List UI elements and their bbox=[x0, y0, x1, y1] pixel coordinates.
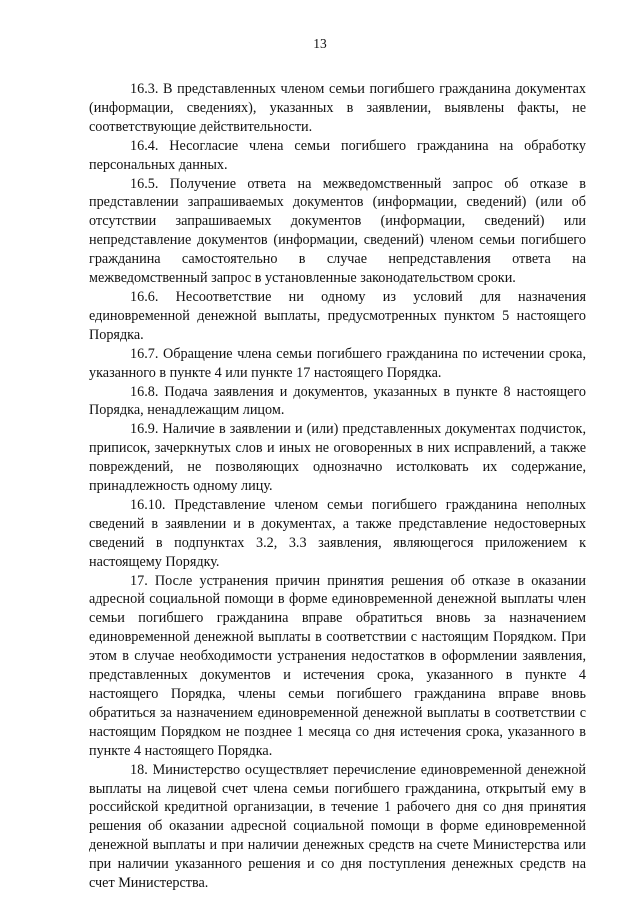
document-body bbox=[89, 80, 586, 893]
paragraph-16-5: 16.5. Получение ответа на межведомственный запрос об отказе в представлении запрашиваемых документов (информации, сведений) (или об отсутствии запрашиваемых документов (информации, сведений) или непредставление документов (информации, сведений) членом семьи погибшего гражданина самостоятельно в случае непредставления ответа на межведомственный запрос в установленные законодательством сроки. bbox=[89, 175, 586, 287]
paragraph-16-8: 16.8. Подача заявления и документов, указанных в пункте 8 настоящего Порядка, ненадлежащим лицом. bbox=[89, 383, 586, 419]
paragraph-18: 18. Министерство осуществляет перечисление единовременной денежной выплаты на лицевой счет члена семьи погибшего гражданина, открытый ему в российской кредитной организации, в течение 1 рабочего дня со дня принятия решения об оказании адресной социальной помощи в форме единовременной денежной выплаты и при наличии денежных средств на счете Министерства или при наличии указанного решения и со дня поступления денежных средств на счет Министерства. bbox=[89, 761, 586, 892]
paragraph-16-7: 16.7. Обращение члена семьи погибшего гражданина по истечении срока, указанного в пункте 4 или пункте 17 настоящего Порядка. bbox=[89, 345, 586, 381]
page-number: 13 bbox=[313, 36, 327, 51]
paragraph-16-4: 16.4. Несогласие члена семьи погибшего гражданина на обработку персональных данных. bbox=[89, 137, 586, 173]
paragraph-17: 17. После устранения причин принятия решения об отказе в оказании адресной социальной помощи в форме единовременной денежной выплаты член семьи погибшего гражданина вправе обратиться вновь за назначением единовременной денежной выплаты в соответствии с настоящим Порядком. При этом в случае необходимости устранения недостатков в оформлении заявления, представленных документов и истечения срока, указанного в пункте 4 настоящего Порядка, члены семьи погибшего гражданина вправе вновь обратиться за назначением единовременной денежной выплаты в соответствии с настоящим Порядком не позднее 1 месяца со дня истечения срока, указанного в пункте 4 настоящего Порядка. bbox=[89, 572, 586, 759]
paragraph-16-10: 16.10. Представление членом семьи погибшего гражданина неполных сведений в заявлении и в документах, а также представление недостоверных сведений в подпунктах 3.2, 3.3 заявления, являющегося приложением к настоящему Порядку. bbox=[89, 496, 586, 570]
paragraph-16-6: 16.6. Несоответствие ни одному из условий для назначения единовременной денежной выплаты, предусмотренных пунктом 5 настоящего Порядка. bbox=[89, 288, 586, 343]
paragraph-16-9: 16.9. Наличие в заявлении и (или) представленных документах подчисток, приписок, зачеркнутых слов и иных не оговоренных в них исправлений, а также повреждений, не позволяющих однозначно истолковать их содержание, принадлежность одному лицу. bbox=[89, 421, 586, 495]
paragraph-16-3: 16.3. В представленных членом семьи погибшего гражданина документах (информации, сведениях), указанных в заявлении, выявлены факты, не соответствующие действительности. bbox=[89, 81, 586, 135]
